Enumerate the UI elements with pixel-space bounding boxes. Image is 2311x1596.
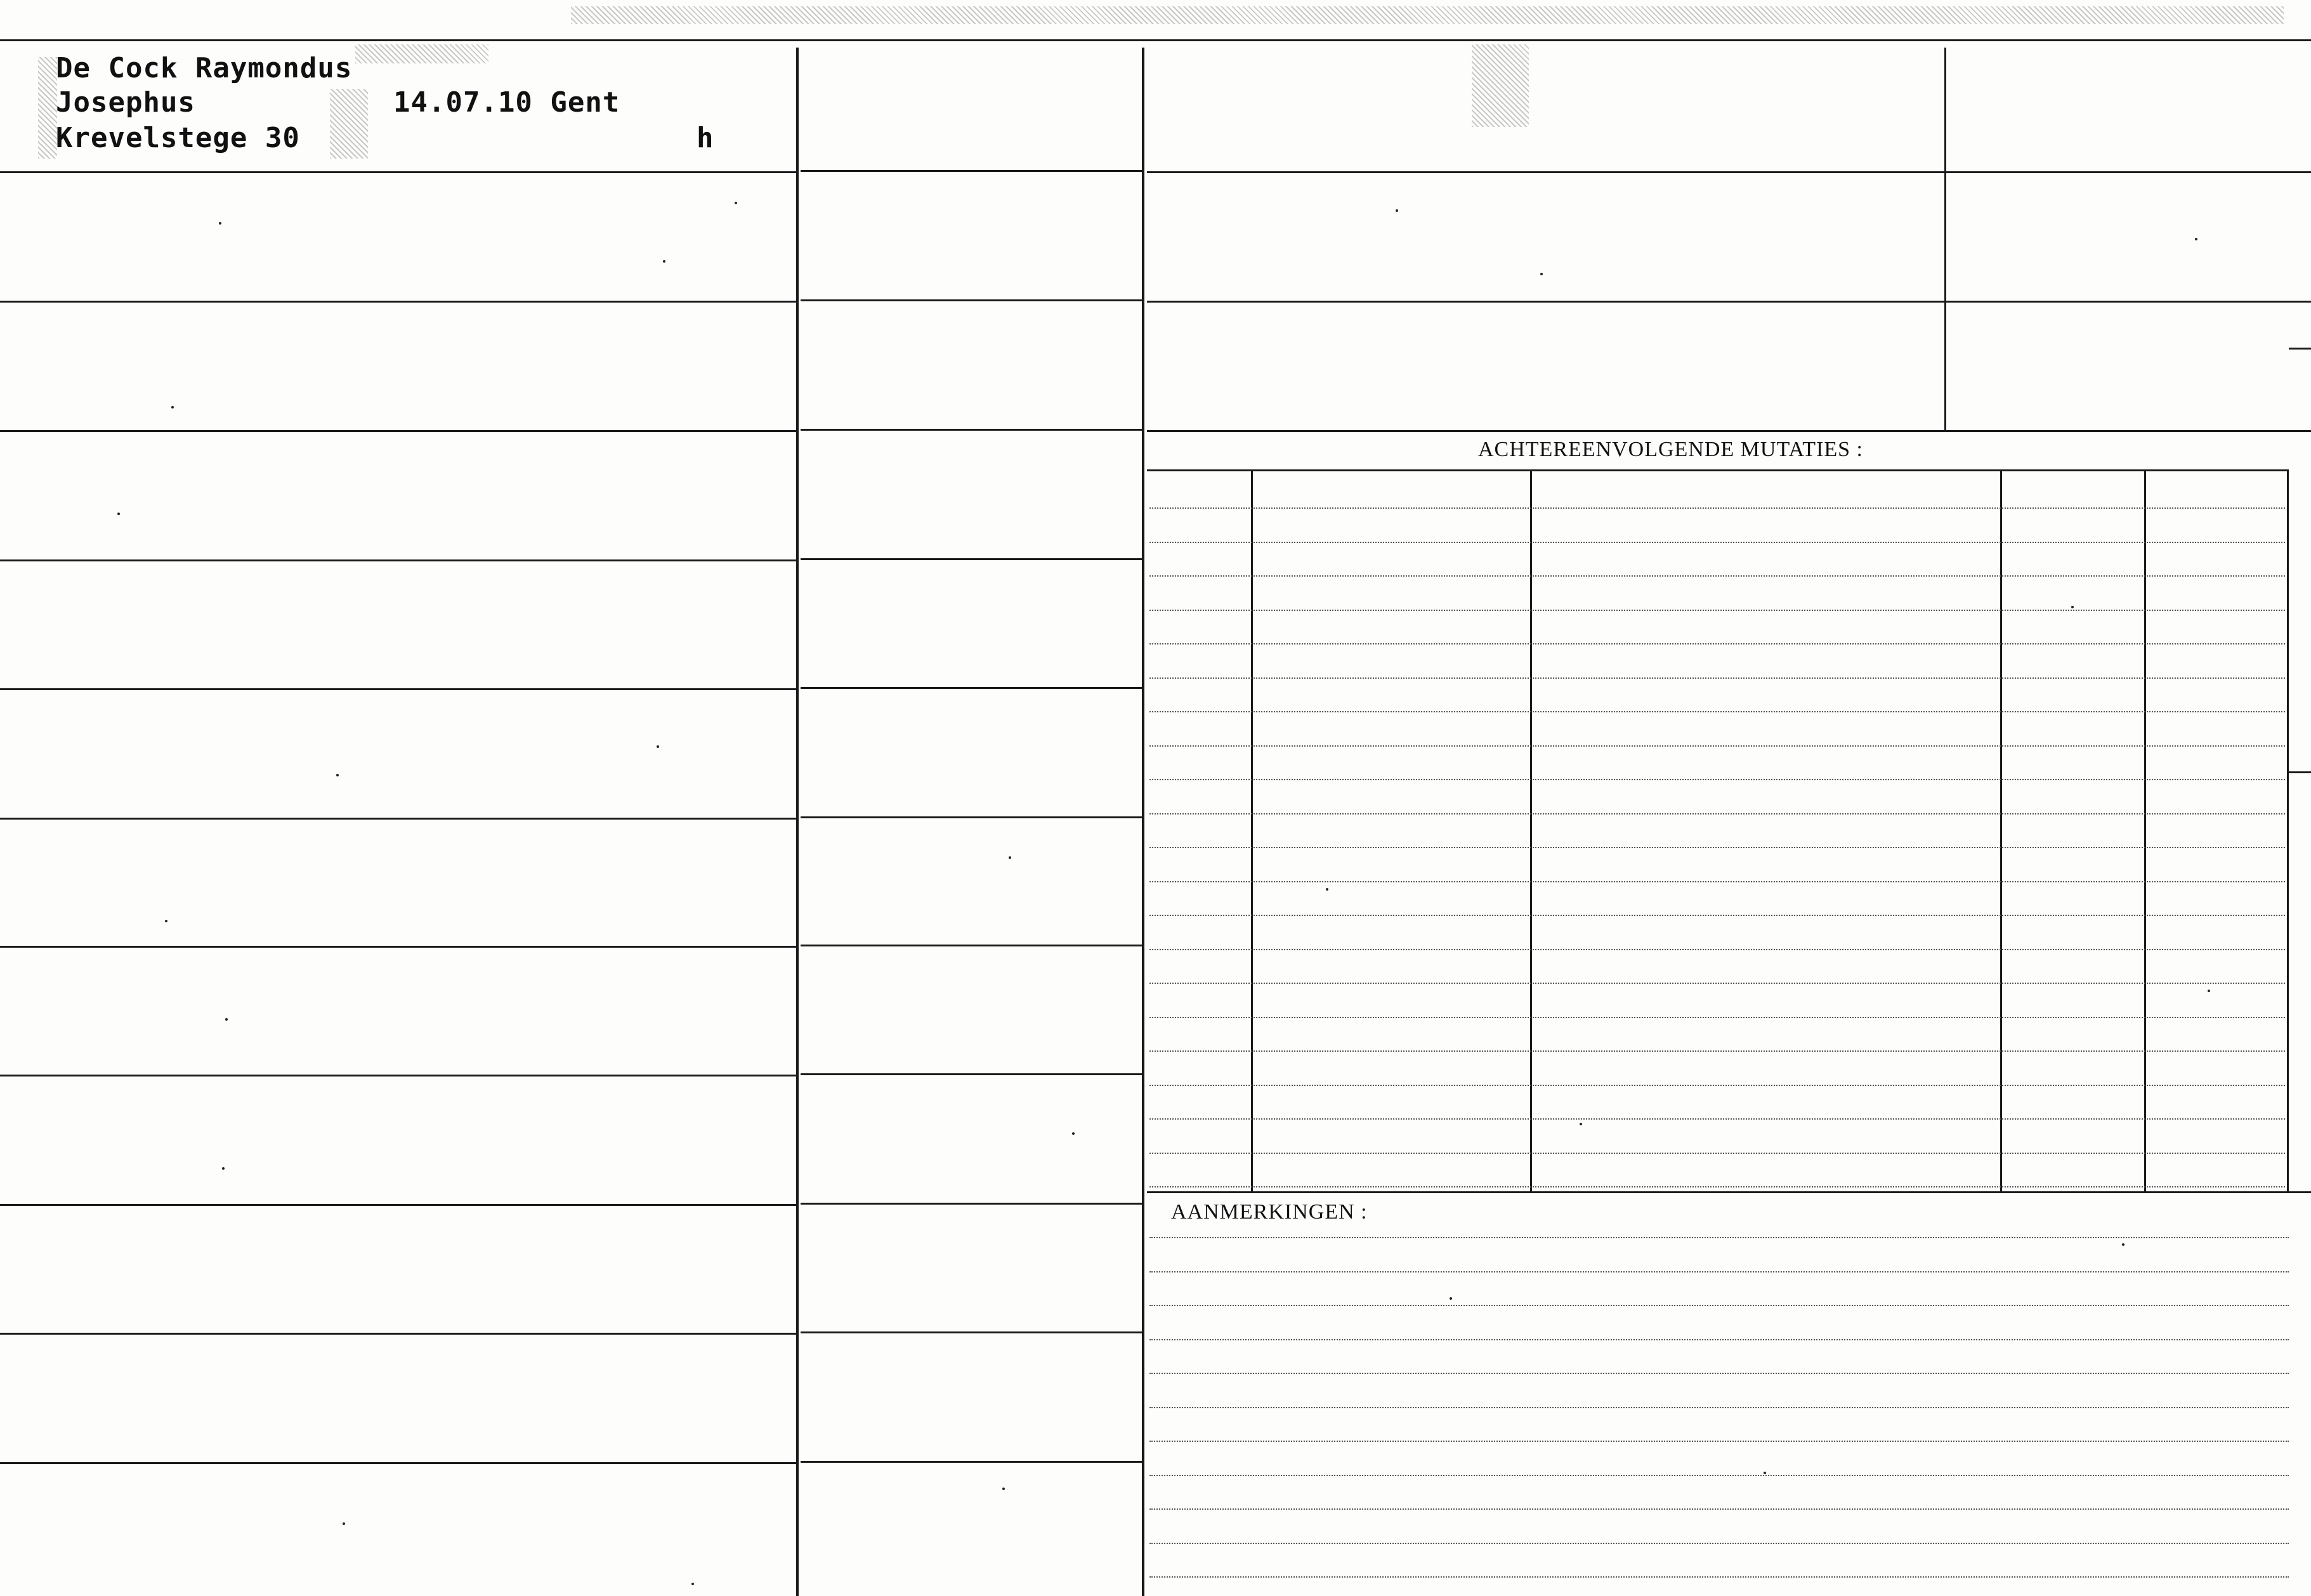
column-divider-2 [1142,48,1144,1596]
paper-speck [1764,1472,1766,1474]
name-line-1: De Cock Raymondus [56,52,353,84]
left-row-line [0,946,796,948]
paper-speck [2208,990,2210,992]
mutation-ruled-line [1149,610,2285,611]
mid-row-line [801,1461,1142,1463]
left-row-line [0,1462,796,1464]
right-row-line-3 [1147,430,2311,432]
paper-speck [1540,273,1543,275]
paper-speck [1326,888,1328,891]
paper-speck [2195,238,2197,240]
paper-speck [1450,1297,1452,1300]
top-border [0,39,2311,41]
mid-row-line [801,429,1142,431]
mutation-ruled-line [1149,1085,2285,1086]
mid-row-line [801,170,1142,172]
remark-ruled-line [1149,1271,2289,1272]
paper-speck [1072,1132,1075,1135]
mutation-ruled-line [1149,1186,2285,1187]
paper-speck [735,202,737,204]
left-row-line [0,818,796,820]
mutation-ruled-line [1149,575,2285,577]
remark-ruled-line [1149,1339,2289,1340]
mutation-ruled-line [1149,677,2285,679]
birth-info: 14.07.10 Gent [393,86,620,119]
mutation-ruled-line [1149,542,2285,543]
mutation-ruled-line [1149,711,2285,712]
remark-ruled-line [1149,1237,2289,1238]
mutation-ruled-line [1149,779,2285,780]
stamp-smudge-left [38,57,57,159]
left-row-line [0,1075,796,1076]
mutations-table-bottom [1147,1191,2311,1193]
mutations-col-3 [2000,471,2002,1191]
mutation-ruled-line [1149,507,2285,509]
paper-speck [2071,606,2074,608]
right-row-line-2 [1147,301,2311,303]
mid-row-line [801,299,1142,301]
mutation-ruled-line [1149,1118,2285,1120]
mark-smudge-right [1472,44,1529,127]
stamp-smudge-mid [330,89,368,159]
column-divider-1 [796,48,799,1596]
mutation-ruled-line [1149,745,2285,747]
mid-row-line [801,1203,1142,1205]
stamp-smudge-top [355,44,488,63]
paper-speck [117,513,120,515]
left-row-line [0,301,796,303]
paper-speck [2122,1243,2124,1246]
remark-ruled-line [1149,1475,2289,1476]
mutation-ruled-line [1149,1017,2285,1018]
mutation-ruled-line [1149,881,2285,882]
top-edge-smudge [571,6,2284,24]
paper-speck [225,1018,228,1021]
mutation-ruled-line [1149,813,2285,814]
left-row-line [0,1204,796,1206]
remark-ruled-line [1149,1508,2289,1510]
code-letter: h [697,122,714,154]
remark-ruled-line [1149,1373,2289,1374]
mutations-col-5 [2287,471,2289,1191]
remark-ruled-line [1149,1407,2289,1408]
left-row-line [0,430,796,432]
mutation-ruled-line [1149,949,2285,950]
mutations-col-2 [1530,471,1532,1191]
mid-row-line [801,1331,1142,1333]
remarks-heading: AANMERKINGEN : [1171,1200,1368,1224]
remark-ruled-line [1149,1305,2289,1306]
mid-row-line [801,687,1142,689]
left-row-line [0,171,796,173]
mutation-ruled-line [1149,1153,2285,1154]
mid-row-line [801,816,1142,818]
left-row-line [0,688,796,690]
paper-speck [691,1583,694,1585]
mutation-ruled-line [1149,643,2285,644]
mutation-ruled-line [1149,915,2285,916]
edge-tick-1 [2289,348,2311,350]
paper-speck [1009,856,1011,859]
paper-speck [336,774,339,776]
paper-speck [219,222,221,225]
paper-speck [1580,1123,1582,1125]
paper-speck [1002,1488,1005,1490]
mutation-ruled-line [1149,983,2285,984]
paper-speck [343,1522,345,1525]
paper-speck [657,745,659,748]
paper-speck [171,406,174,409]
mid-row-line [801,558,1142,560]
mutations-table-top [1147,469,2289,471]
mutations-heading: ACHTEREENVOLGENDE MUTATIES : [1478,438,1863,461]
name-line-2: Josephus [56,86,195,119]
column-divider-3 [1944,48,1946,431]
paper-speck [165,920,167,922]
right-row-line-1 [1147,171,2311,173]
mutations-col-4 [2144,471,2146,1191]
address: Krevelstege 30 [56,122,300,154]
left-row-line [0,559,796,561]
paper-speck [663,260,665,263]
remark-ruled-line [1149,1576,2289,1578]
mid-row-line [801,1073,1142,1075]
paper-speck [222,1167,225,1170]
left-row-line [0,1333,796,1335]
mutation-ruled-line [1149,1050,2285,1052]
mutations-col-1 [1251,471,1253,1191]
mutation-ruled-line [1149,847,2285,848]
mid-row-line [801,945,1142,946]
remark-ruled-line [1149,1441,2289,1442]
remark-ruled-line [1149,1543,2289,1544]
paper-speck [1396,209,1398,212]
edge-tick-2 [2289,771,2311,773]
